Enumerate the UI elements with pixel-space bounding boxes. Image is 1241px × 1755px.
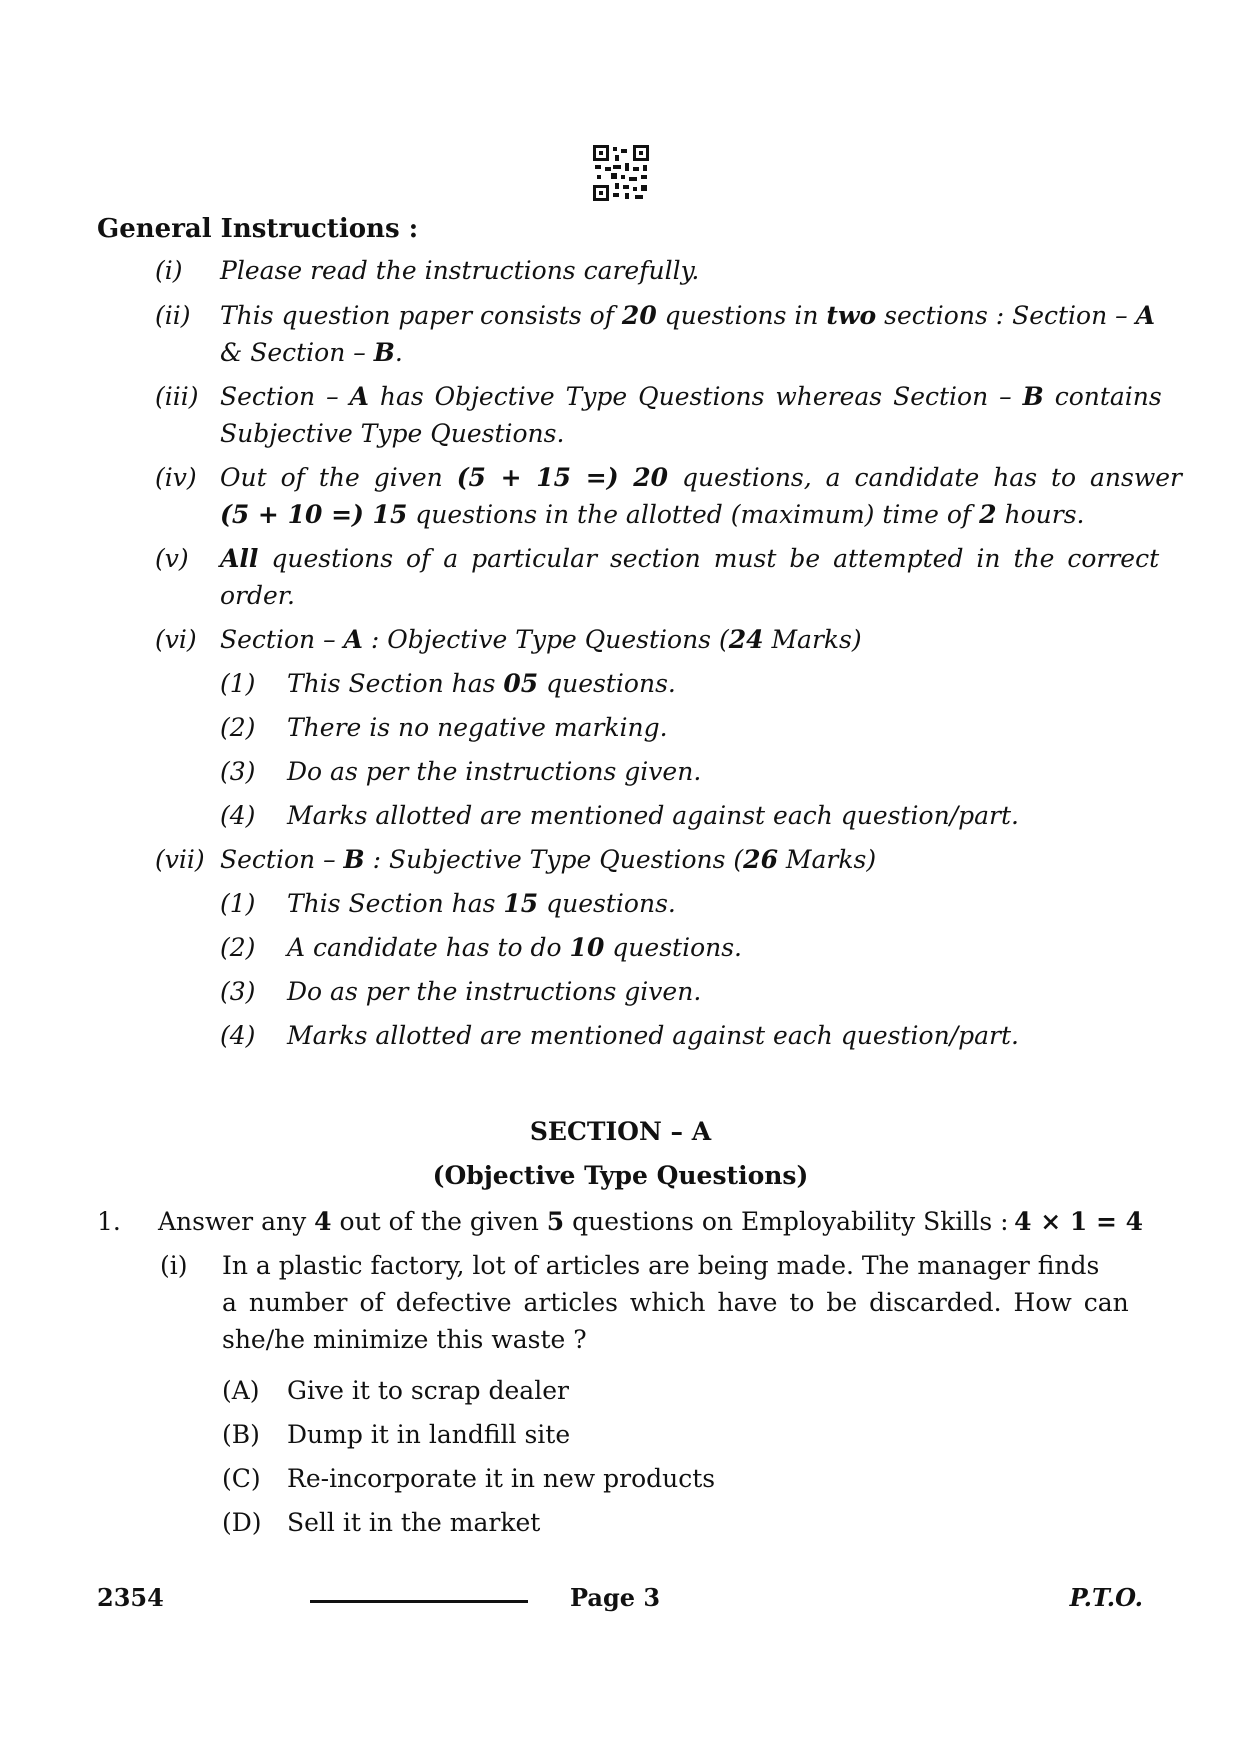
general-instructions-title: General Instructions :	[97, 214, 419, 244]
qr-code-icon	[593, 145, 649, 201]
pto-label: P.T.O.	[1069, 1583, 1143, 1612]
question-1-text: Answer any 4 out of the given 5 questions on Employability Skills :	[158, 1207, 1009, 1236]
exam-page: General Instructions : (i) Please read the instructions carefully. (ii) This question paper consists of 20 questions in two sections : Section – A & Section – B. (iii) Section – A has Objective Type Questions whereas Section – B contains Subjective Type Questions. (iv) Out of the given (5 + 15 =) 20 questions, a candidate has to answer (5 + 10 =) 15 questions in the allotted (maximum) time of 2 hours. (v) All questions of a particular section must be attempted in the correct order. (vi) Section – A : Objective Type Questions (24 Marks) (1) This Section has 05 questions. (2) There is no negative marking. (3) Do as per the instructions given. (4) Marks allotted are mentioned against each question/part. (vii) Section – B : Subjective Type Questions (26 Marks) (1) This Section has 15 questions. (2) A candidate has to do 10 questions. (3) Do as per the instructions given. (4) Marks allotted are mentioned against each question/part. SECTION – A (Objective Type Questions) 1. Answer any 4 out of the given 5 questions on Employability Skills : 4 × 1 = 4 (i) In a plastic factory, lot of articles are being made. The manager finds a number of defective articles which have to be discarded. How can she/he minimize this waste ? (A) Give it to scrap dealer (B) Dump it in landfill site (C) Re-incorporate it in new products (D) Sell it in the market 2354 Page 3 P.T.O.	[0, 0, 1241, 1755]
paper-code: 2354	[97, 1583, 164, 1612]
section-subtitle: (Objective Type Questions)	[432, 1161, 809, 1190]
question-1-marks: 4 × 1 = 4	[1014, 1207, 1143, 1236]
page-number: Page 3	[570, 1583, 661, 1612]
footer-divider	[310, 1600, 528, 1603]
section-title: SECTION – A	[529, 1117, 712, 1146]
